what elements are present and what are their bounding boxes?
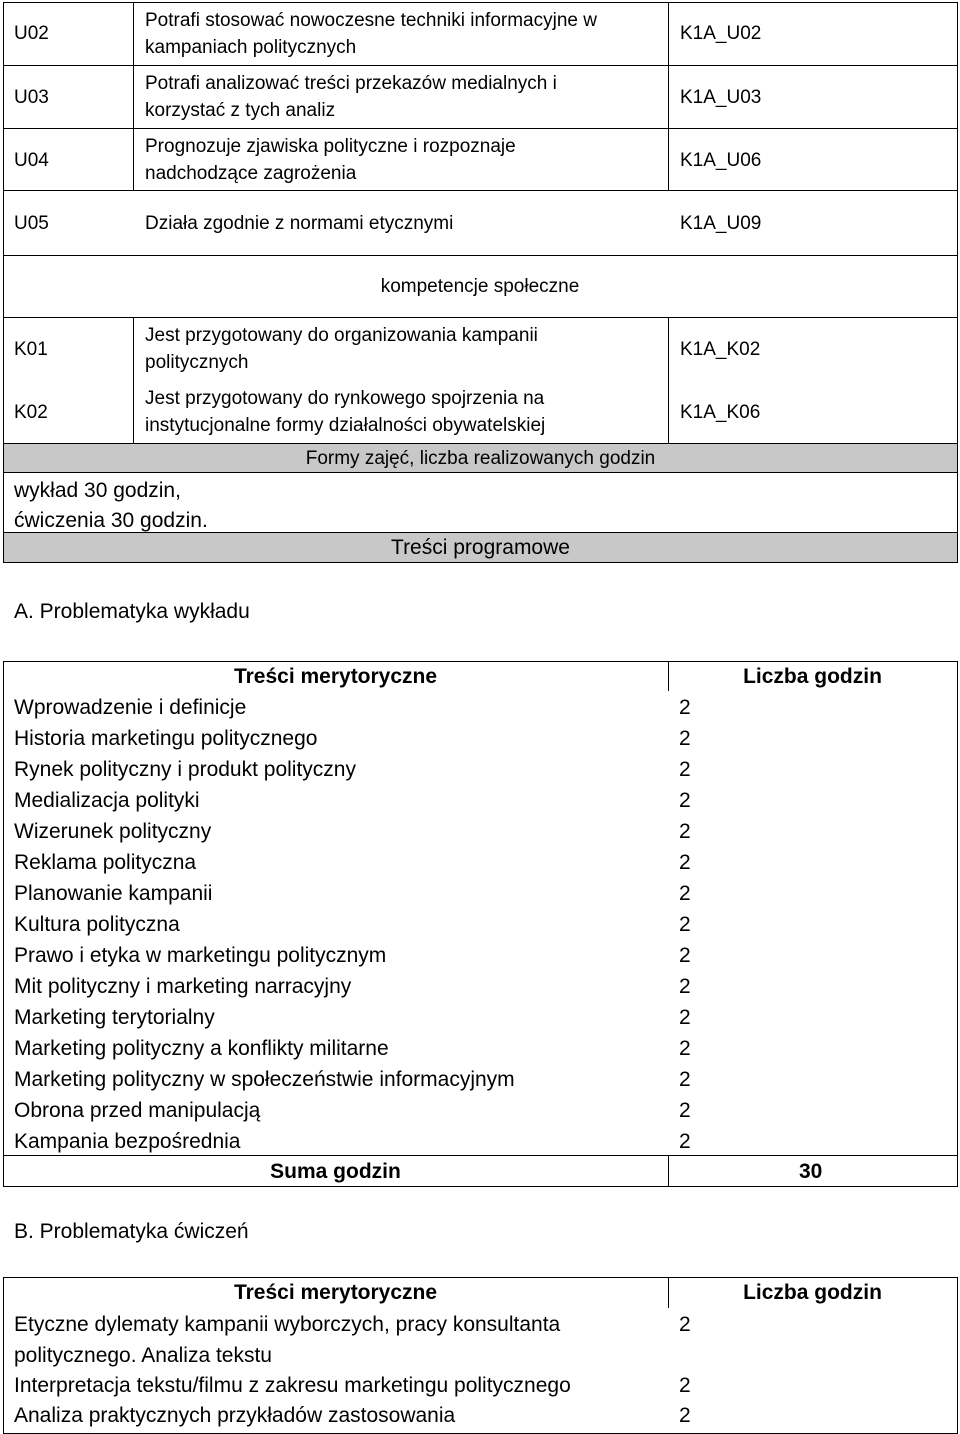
lecture-topic: Prawo i etyka w marketingu politycznym [14, 944, 387, 967]
lecture-topic: Wizerunek polityczny [14, 820, 212, 843]
lecture-hours: 2 [679, 758, 691, 781]
lecture-topic: Kultura polityczna [14, 913, 180, 936]
competence-code: K01 [14, 339, 48, 360]
lecture-topic: Kampania bezpośrednia [14, 1130, 241, 1153]
lecture-hours: 2 [679, 975, 691, 998]
effect-reference: K1A_U03 [680, 87, 762, 108]
lecture-topic: Medializacja polityki [14, 789, 200, 812]
competence-description: Jest przygotowany do rynkowego spojrzenia na instytucjonalne formy działalności obywatelskiej [145, 388, 546, 436]
forms-exercises: ćwiczenia 30 godzin. [14, 509, 208, 532]
competence-reference: K1A_K06 [680, 402, 761, 423]
effect-description: Działa zgodnie z normami etycznymi [145, 213, 454, 234]
lecture-topic: Marketing polityczny w społeczeństwie informacyjnym [14, 1068, 515, 1091]
exercise-topic: Interpretacja tekstu/filmu z zakresu marketingu politycznego [14, 1374, 571, 1397]
effect-description: Potrafi stosować nowoczesne techniki informacyjne w kampaniach politycznych [145, 10, 597, 58]
lecture-hours: 2 [679, 1130, 691, 1153]
lecture-col-content: Treści merytoryczne [233, 665, 438, 688]
lecture-topic: Planowanie kampanii [14, 882, 213, 905]
competence-reference: K1A_K02 [680, 339, 761, 360]
exercises-col-hours: Liczba godzin [743, 1281, 882, 1304]
effect-reference: K1A_U09 [680, 213, 762, 234]
lecture-topic: Wprowadzenie i definicje [14, 696, 247, 719]
effect-reference: K1A_U06 [680, 150, 762, 171]
lecture-topic: Mit polityczny i marketing narracyjny [14, 975, 352, 998]
effect-description: Potrafi analizować treści przekazów medialnych i korzystać z tych analiz [145, 73, 557, 121]
exercise-hours: 2 [679, 1374, 691, 1397]
lecture-topic: Reklama polityczna [14, 851, 197, 874]
competences-header: kompetencje społeczne [380, 276, 580, 297]
lecture-topic: Historia marketingu politycznego [14, 727, 318, 750]
lecture-topic: Marketing polityczny a konflikty militarne [14, 1037, 389, 1060]
lecture-hours: 2 [679, 1068, 691, 1091]
forms-lecture: wykład 30 godzin, [14, 479, 181, 502]
exercise-hours: 2 [679, 1313, 691, 1336]
effect-description: Prognozuje zjawiska polityczne i rozpoznaje nadchodzące zagrożenia [145, 136, 516, 184]
effect-code: U05 [14, 213, 49, 234]
section-a-title: A. Problematyka wykładu [14, 600, 250, 623]
lecture-hours: 2 [679, 851, 691, 874]
lecture-hours: 2 [679, 696, 691, 719]
lecture-hours: 2 [679, 1099, 691, 1122]
exercise-topic: Analiza praktycznych przykładów zastosowania [14, 1404, 456, 1427]
lecture-hours: 2 [679, 913, 691, 936]
effect-code: U03 [14, 87, 49, 108]
lecture-hours: 2 [679, 789, 691, 812]
exercises-col-content: Treści merytoryczne [233, 1281, 438, 1304]
effect-reference: K1A_U02 [680, 23, 762, 44]
lecture-col-hours: Liczba godzin [743, 665, 882, 688]
lecture-topic: Obrona przed manipulacją [14, 1099, 261, 1122]
effect-code: U02 [14, 23, 49, 44]
forms-header: Formy zajęć, liczba realizowanych godzin [305, 448, 656, 469]
lecture-hours: 2 [679, 1037, 691, 1060]
content-header: Treści programowe [391, 536, 570, 559]
lecture-hours: 2 [679, 882, 691, 905]
section-b-title: B. Problematyka ćwiczeń [14, 1220, 249, 1243]
lecture-hours: 2 [679, 727, 691, 750]
lecture-sum-value: 30 [799, 1160, 823, 1183]
lecture-sum-label: Suma godzin [270, 1160, 401, 1183]
competence-code: K02 [14, 402, 48, 423]
exercise-topic: Etyczne dylematy kampanii wyborczych, pracy konsultanta politycznego. Analiza tekstu [14, 1313, 561, 1367]
exercise-hours: 2 [679, 1404, 691, 1427]
lecture-hours: 2 [679, 820, 691, 843]
lecture-hours: 2 [679, 1006, 691, 1029]
lecture-hours: 2 [679, 944, 691, 967]
lecture-topic: Rynek polityczny i produkt polityczny [14, 758, 356, 781]
effect-code: U04 [14, 150, 49, 171]
lecture-topic: Marketing terytorialny [14, 1006, 215, 1029]
competence-description: Jest przygotowany do organizowania kampanii politycznych [145, 325, 538, 373]
